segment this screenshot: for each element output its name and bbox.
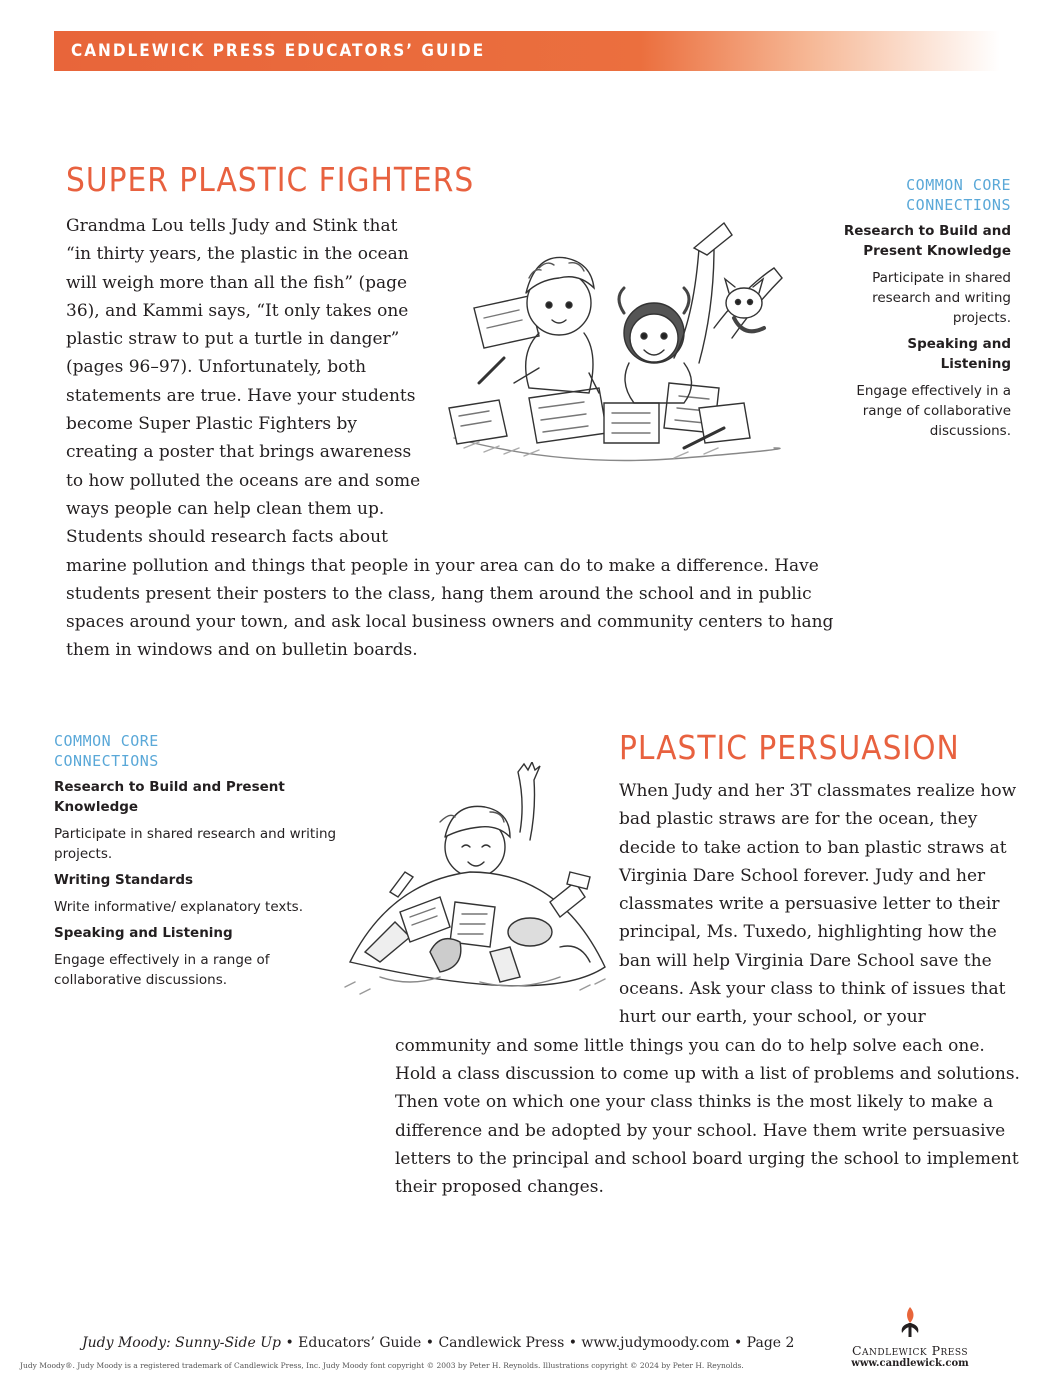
publisher-name: Candlewick Press xyxy=(851,1343,969,1358)
section1-body: Grandma Lou tells Judy and Stink that “in thirty years, the plastic in the ocean will weigh more than all the fish” (page 36), and Kammi says, “It only takes one plastic straw to put a turtle in danger” (pages 96–97). Unfortunately, both statements are true. Have your students become Super Plastic Fighters by creating a poster that brings awareness to how polluted the oceans are and some ways people can help clean them up. Students should research facts about marine pollution and things that people in your area can do to make a difference. Have students present their posters to the class, hang them around the school and in public spaces around your town, and ask local business owners and community centers to hang them in windows and on bulletin boards. xyxy=(66,216,834,661)
cc2-heading-speaking: Speaking and Listening xyxy=(54,925,233,941)
section-title-plastic-persuasion: PLASTIC PERSUASION xyxy=(619,728,960,767)
footer-legal: Judy Moody®. Judy Moody is a registered trademark of Candlewick Press, Inc. Judy Moody font copyright © 2003 by Peter H. Reynolds. Illustrations copyright © 2024 by Peter H. Reynolds. xyxy=(20,1361,744,1370)
cc1-heading-speaking: Speaking and Listening xyxy=(907,336,1011,372)
cc1-desc-speaking: Engage effectively in a range of collaborative discussions. xyxy=(856,383,1011,439)
candlewick-logo xyxy=(840,1305,980,1369)
illustration-float-space-2 xyxy=(395,777,619,1027)
footer-citation-rest: • Educators’ Guide • Candlewick Press • www.judymoody.com • Page 2 xyxy=(281,1335,795,1351)
section1-body-wrapper xyxy=(66,212,856,665)
section2-body: When Judy and her 3T classmates realize how bad plastic straws are for the ocean, they decide to take action to ban plastic straws at Virginia Dare School forever. Judy and her classmates write a persuasive letter to their principal, Ms. Tuxedo, highlighting how the ban will help Virginia Dare School save the oceans. Ask your class to think of issues that hurt our earth, your school, or your community and some little things you can do to help solve each one. Hold a class discussion to come up with a list of problems and solutions. Then vote on which one your class thinks is the most likely to make a difference and be adopted by your school. Have them write persuasive letters to the principal and school board urging the school to implement their proposed changes. xyxy=(395,781,1020,1198)
cc2-desc-speaking: Engage effectively in a range of collaborative discussions. xyxy=(54,952,270,988)
cc1-heading-research: Research to Build and Present Knowledge xyxy=(843,223,1011,259)
common-core-panel-1 xyxy=(836,175,1011,441)
illustration-float-space xyxy=(426,212,856,537)
cc2-desc-writing: Write informative/ explanatory texts. xyxy=(54,899,303,915)
common-core-panel-2 xyxy=(54,731,344,990)
common-core-title-2: COMMON CORE CONNECTIONS xyxy=(54,732,159,770)
banner-title: CANDLEWICK PRESS EDUCATORS’ GUIDE xyxy=(71,41,486,61)
cc2-desc-research: Participate in shared research and writing projects. xyxy=(54,826,337,862)
candle-flame-icon xyxy=(895,1305,925,1339)
section2-body-wrapper xyxy=(395,777,1020,1201)
section-title-super-plastic-fighters: SUPER PLASTIC FIGHTERS xyxy=(66,160,475,199)
common-core-title-1: COMMON CORE CONNECTIONS xyxy=(906,176,1011,214)
cc2-heading-writing: Writing Standards xyxy=(54,872,194,888)
cc1-desc-research: Participate in shared research and writing projects. xyxy=(872,270,1011,326)
header-banner xyxy=(54,31,1000,71)
cc2-heading-research: Research to Build and Present Knowledge xyxy=(54,779,285,815)
footer-citation xyxy=(82,1335,794,1351)
footer-book-title: Judy Moody: Sunny-Side Up xyxy=(82,1335,281,1351)
publisher-url[interactable]: www.candlewick.com xyxy=(851,1358,969,1369)
